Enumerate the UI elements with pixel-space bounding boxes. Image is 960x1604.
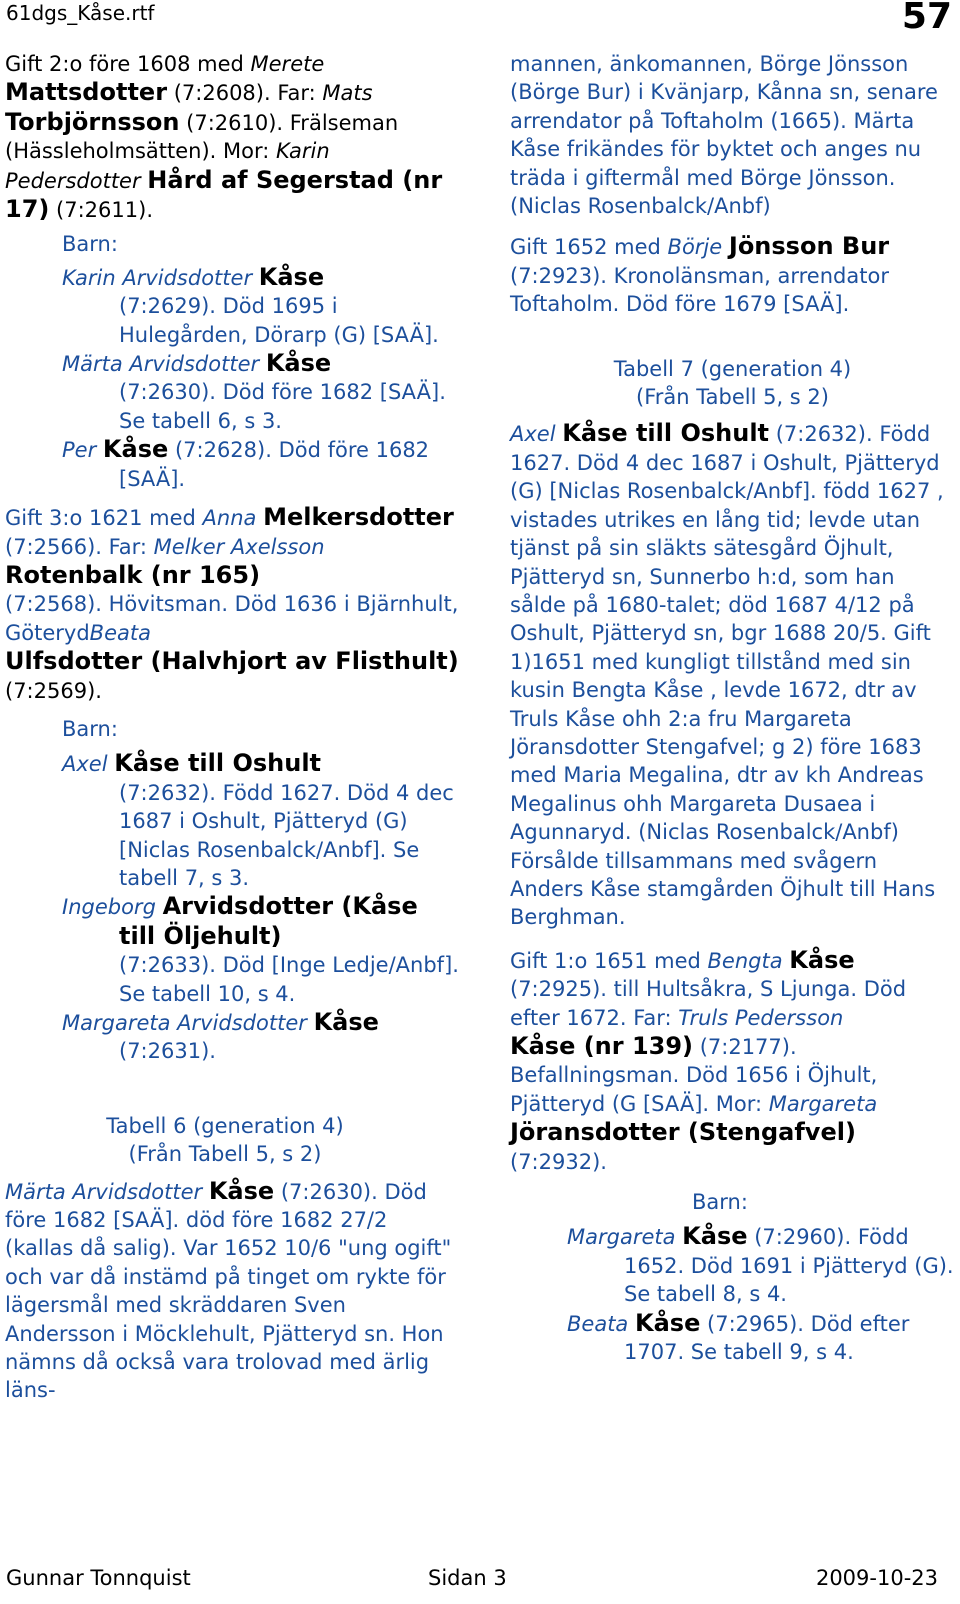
marriage-1651-paragraph: Gift 1:o 1651 med Bengta Kåse (7:2925). till Hultsåkra, S Ljunga. Död efter 1672. Far: Truls Pedersson Kåse (nr 139) (7:2177). Befallningsman. Död 1656 i Öjhult, Pjätteryd (G [SAÄ]. Mor: Margareta Jöransdotter (Stengafvel) (7:2932).	[510, 945, 907, 1174]
children-list	[5, 263, 460, 493]
children-list	[5, 749, 460, 1065]
children-heading: Barn:	[62, 716, 118, 741]
marriage-1652-paragraph: Gift 1652 med Börje Jönsson Bur (7:2923). Kronolänsman, arrendator Toftaholm. Död före 1679 [SAÄ].	[510, 232, 890, 317]
table-6-paragraph: Märta Arvidsdotter Kåse (7:2630). Död före 1682 [SAÄ]. död före 1682 27/2 (kallas då salig). Var 1652 10/6 "ung ogift" och var då instämd på tinget om rykte för lägersmål med skräddaren Sven Andersson i Möcklehult, Pjätteryd sn. Hon nämns då också vara trolovad med ärlig läns-	[5, 1176, 452, 1403]
child-entry: Margareta Kåse (7:2960). Född 1652. Död 1691 i Pjätteryd (G). Se tabell 8, s 4.	[567, 1222, 954, 1307]
child-entry: Ingeborg Arvidsdotter (Kåse till Öljehult) (7:2633). Död [Inge Ledje/Anbf]. Se tabell 10, s 4.	[62, 892, 459, 1006]
child-entry: Axel Kåse till Oshult (7:2632). Född 1627. Död 4 dec 1687 i Oshult, Pjätteryd (G) [Niclas Rosenbalck/Anbf]. Se tabell 7, s 3.	[62, 749, 454, 890]
page-number: 57	[901, 0, 952, 37]
child-entry: Karin Arvidsdotter Kåse (7:2629). Död 1695 i Hulegården, Dörarp (G) [SAÄ].	[62, 262, 439, 347]
child-entry: Margareta Arvidsdotter Kåse (7:2631).	[62, 1008, 379, 1064]
table-6-heading: Tabell 6 (generation 4) (Från Tabell 5, s 2)	[106, 1113, 344, 1167]
child-entry: Märta Arvidsdotter Kåse (7:2630). Död före 1682 [SAÄ]. Se tabell 6, s 3.	[62, 349, 446, 433]
marriage-3-paragraph: Gift 3:o 1621 med Anna Melkersdotter (7:2566). Far: Melker Axelsson Rotenbalk (nr 165) (7:2568). Hövitsman. Död 1636 i Bjärnhult, GöterydBeata Ulfsdotter (Halvhjort av Flisthult) (7:2569).	[5, 503, 459, 703]
right-column	[510, 50, 955, 1366]
footer-page: Sidan 3	[428, 1566, 507, 1590]
marriage-2-paragraph: Gift 2:o före 1608 med Merete Mattsdotter (7:2608). Far: Mats Torbjörnsson (7:2610). Frälseman (Hässleholmsätten). Mor: Karin Pedersdotter Hård af Segerstad (nr 17) (7:2611).	[5, 52, 443, 224]
children-heading: Barn:	[62, 232, 118, 257]
children-list	[510, 1222, 955, 1366]
children-heading: Barn:	[692, 1190, 748, 1215]
footer-author: Gunnar Tonnquist	[6, 1566, 191, 1590]
table-7-heading: Tabell 7 (generation 4) (Från Tabell 5, s 2)	[613, 356, 852, 410]
child-entry: Per Kåse (7:2628). Död före 1682 [SAÄ].	[62, 435, 430, 491]
document-filename: 61dgs_Kåse.rtf	[6, 1, 155, 25]
left-column	[5, 50, 460, 1405]
footer-date: 2009-10-23	[815, 1566, 938, 1590]
continued-paragraph: mannen, änkomannen, Börge Jönsson (Börge Bur) i Kvänjarp, Kånna sn, senare arrendator på Toftaholm (1665). Märta Kåse frikändes för byktet och anges nu träda i giftermål med Börge Jönsson. (Niclas Rosenbalck/Anbf)	[510, 52, 938, 219]
table-7-paragraph: Axel Kåse till Oshult (7:2632). Född 1627. Död 4 dec 1687 i Oshult, Pjätteryd (G) [Niclas Rosenbalck/Anbf]. född 1627 , vistades utrikes en lång tid; levde utan tjänst på sin släkts sätesgård Öjhult, Pjätteryd sn, Sunnerbo h:d, som han sålde på 1680-talet; död 1687 4/12 på Oshult, Pjätteryd sn, bgr 1688 20/5. Gift 1)1651 med kungligt tillstånd med sin kusin Bengta Kåse , levde 1672, dtr av Truls Kåse ohh 2:a fru Margareta Jöransdotter Stengafvel; g 2) före 1683 med Maria Megalina, dtr av kh Andreas Megalinus ohh Margareta Dusaea i Agunnaryd. (Niclas Rosenbalck/Anbf) Försålde tillsammans med svågern Anders Kåse stamgården Öjhult till Hans Berghman.	[510, 419, 944, 930]
child-entry: Beata Kåse (7:2965). Död efter 1707. Se tabell 9, s 4.	[567, 1308, 910, 1365]
